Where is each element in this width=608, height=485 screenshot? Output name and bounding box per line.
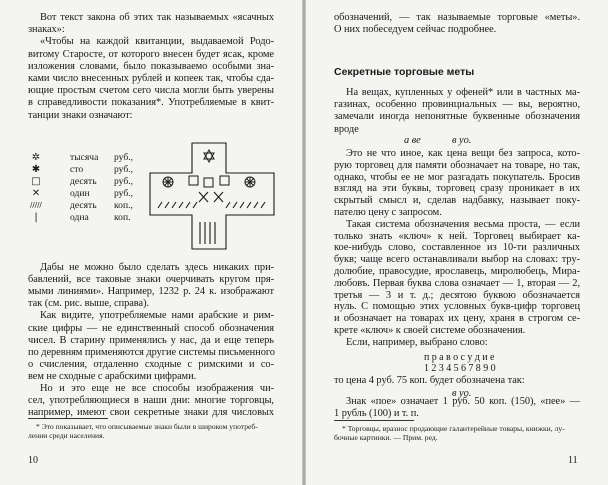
text-line: ющие простым счетом сего числа могли быть уверены [28,85,274,97]
text-line: в справедливости показания*. Употребляемые в квит- [28,97,274,109]
text-line: и обозначает на товарах их цену, храня в строгом се- [334,313,580,325]
text-line: по деревням применяются другие системы письменного [28,346,275,358]
text-line: крете «ключ» к своей системе обозначения. [334,325,526,336]
text-line: замечали иногда непонятные буквенные обозначения [334,111,580,123]
text-line: Дабы не можно было сделать здесь никаких при- [40,262,274,273]
key-word: п р а в о с у д и е [424,352,495,363]
legend-name: сто [70,164,84,175]
text-line: вем не сходные с арабскими цифрами. [28,370,197,382]
legend-name: тысяча [70,152,99,163]
text-line: обозначений, — так называемые торговые «меты». [334,12,580,23]
text-line: Как видите, употребляемые нами арабские и рим- [40,310,274,322]
text-line: скрытый смысл и, сделав надбавку, называет поку- [334,195,580,207]
text-line: ские цифры — не единственный способ обозначения [28,322,274,334]
text-line: бавлений, все таковые знаки очерчивать кругом пря- [28,274,274,286]
text-line: чисел. В старину применялись у нас, да и еще теперь [28,334,274,346]
text-line: танции знаки означают: [28,109,133,121]
footnote-line: * Это показывает, что описываемые знаки были в широком употреб- [36,422,258,431]
example-left: а ве [404,135,421,146]
text-line: ками число внесенных рублей и копеек так, чтобы сда- [28,73,274,84]
legend-name: десять [70,200,97,211]
text-line: рую торговец для памяти обозначает на товаре, но так, [334,159,580,171]
text-line: На вещах, купленных у офеней* или в частных ма- [346,87,580,98]
example-right: в уо. [452,135,472,146]
text-line: взгляд на эти буквы, торговец сразу проникает в их [334,183,580,195]
text-line: мыми линиями». Например, 1232 р. 24 к. изображают [28,286,274,298]
tally-sign-icon: ✕ [31,188,41,199]
tally-sign-icon: ✲ [31,152,41,163]
text-line: любовъ. Первая буква слова означает — 1, вторая — 2, [334,277,580,289]
legend-name: десять [70,176,97,187]
text-line: Такая система обозначения весьма проста, — если [346,218,580,230]
text-line: нуль. С помощью этих условных букв-цифр торговец [334,301,580,313]
text-line: изложения словами, было показываемо особыми зна- [28,60,274,72]
text-line: знаках»: [28,24,65,36]
text-line: Если, например, выбрано слово: [346,336,488,348]
price-line: то цена 4 руб. 75 коп. будет обозначена так: [334,375,525,386]
text-line: вроде [334,123,359,135]
footnote-line: * Торговцы, вразнос продающие галантерейные товары, книжки, лу- [342,424,565,433]
text-line: о счисления, отдаленно сходные с римскими и со- [28,358,274,370]
legend-name: один [70,188,90,199]
section-heading: Секретные торговые меты [334,66,475,78]
text-line: 1 рубль (100) и т. п. [334,407,419,419]
legend-unit: руб., [114,176,134,187]
text-line: «Чтобы на каждой квитанции, выдаваемой Родо- [40,36,274,48]
text-line: кое-нибудь слово, составленное из 10-ти различных [334,242,580,254]
text-line: третья — 3 и т. д.; десятою буквою обозначается [334,289,580,301]
text-line: Знак «пое» означает 1 руб. 50 коп. (150), «пее» — [346,396,580,407]
key-digits: 1 2 3 4 5 6 7 8 9 0 [424,363,496,374]
page-number-left: 10 [28,455,38,466]
footnote-rule [28,418,108,419]
legend-unit: руб., [114,152,134,163]
text-line: пателю цену с запросом. [334,207,442,218]
price-example: в уо. [452,388,472,399]
text-line: например, имеют свои секретные знаки для числовых [28,407,274,419]
text-line: Но и это еще не все способы изображения чи- [40,383,274,394]
legend-unit: коп. [114,212,131,223]
page-number-right: 11 [568,455,578,466]
text-line: Это не что иное, как цена вещи без запроса, кото- [346,148,580,159]
text-line: долюбие, правосудие, ярославець, миролюбець, Мира- [334,266,580,277]
text-line: сел, употребляющиеся в наши дни: многие торговцы, [28,395,274,407]
receipt-sign-figure [148,142,276,250]
text-line: только знать «ключ» к ней. Торговец выбирает ка- [334,230,580,242]
right-page [306,0,608,485]
legend-unit: коп., [114,200,133,211]
text-line: Вот текст закона об этих так называемых «ясачных [40,12,274,23]
legend-unit: руб., [114,164,134,175]
tally-sign-icon: □ [31,176,41,187]
tally-sign-icon: | [34,212,38,223]
footnote-line: лении среди населения. [28,431,105,440]
tally-sign-icon: ///// [30,201,42,209]
left-page [0,0,302,485]
text-line: однако, чтобы ее не мог разгадать покупатель. Бросив [334,171,580,183]
footnote-rule [334,420,414,421]
text-line: букв; чаще всего останавливали выбор на словах: тру- [334,254,580,266]
text-line: так (см. рис. выше, справа). [28,298,150,310]
legend-unit: руб., [114,188,134,199]
tally-sign-icon: ✱ [31,164,41,175]
text-line: О них побеседуем сейчас подробнее. [334,24,497,36]
text-line: витому Старосте, от которого внесен будет ясак, кроме [28,48,274,60]
text-line: газинах, особенно провинциальных — вы, вероятно, [334,99,580,111]
footnote-line: бочные картинки. — Прим. ред. [334,433,438,442]
legend-name: одна [70,212,89,223]
